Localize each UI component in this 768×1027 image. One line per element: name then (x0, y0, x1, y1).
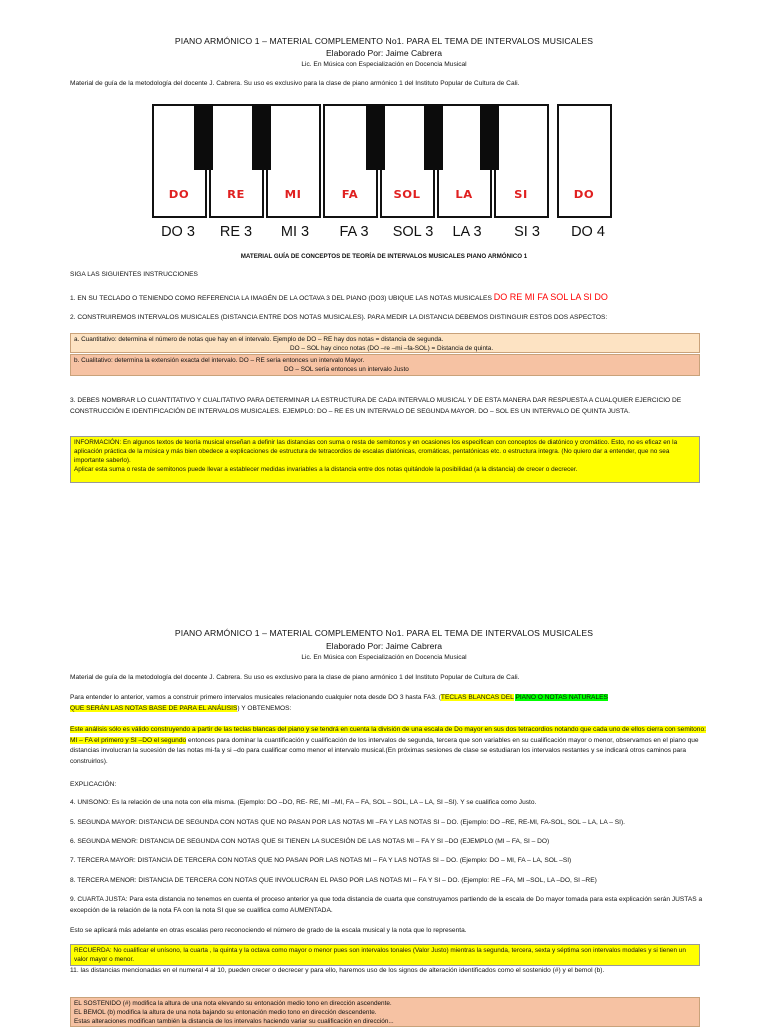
box-quantitative (70, 333, 700, 353)
paragraph-construct-a: Para entender lo anterior, vamos a construir primero intervalos musicales relacionando cualquier nota desde DO 3 hasta FA3. ( (70, 694, 441, 701)
key-label: DO (573, 188, 595, 201)
key-label: DO (168, 188, 190, 201)
degree-line: Lic. En Música con Especialización en Docencia Musical (301, 61, 467, 68)
note-name: FA 3 (339, 224, 369, 240)
note-name: MI 3 (280, 224, 310, 240)
page-title: PIANO ARMÓNICO 1 – MATERIAL COMPLEMENTO No1. PARA EL TEMA DE INTERVALOS MUSICALES (174, 628, 594, 638)
item-4: 4. UNISONO: Es la relación de una nota con ella misma. (Ejemplo: DO –DO, RE- RE, MI –MI, FA – FA, SOL – SOL, LA – LA, SI –SI). Y se cualifica como Justo. (70, 799, 537, 806)
recuerda-box: RECUERDA: No cualificar el unísono, la cuarta , la quinta y la octava como mayor o menor pues son intervalos tonales (Valor Justo) mientras la segunda, tercera, sexta y séptima son intervalos modales y si tienen un valor mayor o menor. (70, 944, 700, 966)
document-page-1 (0, 0, 768, 500)
highlight-base-notes: QUE SERÁN LAS NOTAS BASE DE PARA EL ANÁLISIS (70, 704, 238, 712)
page-title: PIANO ARMÓNICO 1 – MATERIAL COMPLEMENTO No1. PARA EL TEMA DE INTERVALOS MUSICALES (174, 36, 594, 46)
explanation-heading: EXPLICACIÓN: (70, 781, 117, 788)
item-8: 8. TERCERA MENOR: DISTANCIA DE TERCERA CON NOTAS QUE INVOLUCRAN EL PASO POR LAS NOTAS MI – FA Y SI – DO. (Ejemplo: RE –FA, MI –SOL, LA –DO, SI –RE) (70, 877, 597, 884)
box-quantitative-line2: DO – SOL hay cinco notas (DO –re –mi –fa-SOL) = Distancia de quinta. (290, 345, 494, 352)
author-line: Elaborado Por: Jaime Cabrera (325, 641, 443, 651)
black-key (366, 104, 385, 170)
key-label: SI (514, 188, 528, 201)
degree-line: Lic. En Música con Especialización en Docencia Musical (301, 654, 467, 661)
box-quantitative-line1: a. Cuantitativo: determina el número de notas que hay en el intervalo. Ejemplo de DO – RE hay dos notas = distancia de segunda. (74, 336, 444, 343)
analysis-highlight: Este análisis sólo es válido construyendo a partir de las teclas blancas del piano y se tendrá en cuenta la división de una escala de Do mayor en sus dos tetracordios notando que cada uno de ellos cierra con semitono: MI – FA el primero y SI –DO el segundo (70, 726, 706, 744)
key-label: RE (227, 188, 245, 201)
highlight-white-keys: TECLAS BLANCAS DEL (440, 694, 514, 701)
key-label: LA (455, 188, 473, 201)
instructions-heading: SIGA LAS SIGUIENTES INSTRUCCIONES (70, 271, 198, 278)
box-qualitative-line1: b. Cualitativo: determina la extensión exacta del intervalo. DO – RE sería entonces un intervalo Mayor. (74, 357, 365, 364)
piano-keyboard-image (152, 104, 612, 218)
box-qualitative-line2: DO – SOL sería entonces un intervalo Justo (284, 366, 409, 373)
item-9-note: Esto se aplicará más adelante en otras escalas pero reconociendo el número de grado de la escala musical y la nota que lo representa. (70, 927, 467, 934)
analysis-paragraph (70, 725, 710, 767)
document-page-2 (0, 620, 768, 1024)
paragraph-construct-b: ) Y OBTENEMOS: (237, 704, 292, 712)
note-name: DO 3 (161, 224, 195, 240)
instruction-3: 3. DEBES NOMBRAR LO CUANTITATIVO Y CUALITATIVO PARA DETERMINAR LA ESTRUCTURA DE CADA INTERVALO MUSICAL Y DE ESTA MANERA DAR RESPUESTA A CUALQUIER EJERCICIO DE CONSTRUCCIÓN E IDENTIFICACIÓN DE INTERVALOS MUSICALES. EJEMPLO: DO – RE ES UN INTERVALO DE SEGUNDA MAYOR. DO – SOL ES UN INTERVALO DE QUINTA JUSTA. (70, 397, 682, 415)
section-heading: MATERIAL GUÍA DE CONCEPTOS DE TEORÍA DE INTERVALOS MUSICALES PIANO ARMÓNICO 1 (240, 253, 528, 260)
alterations-cut-text: Estas alteraciones modifican también la distancia de los intervalos haciendo variar su cualificación en dirección... (74, 1018, 394, 1025)
black-key (252, 104, 271, 170)
alterations-box (70, 997, 700, 1027)
black-key (480, 104, 499, 170)
item-5: 5. SEGUNDA MAYOR: DISTANCIA DE SEGUNDA CON NOTAS QUE NO PASAN POR LAS NOTAS MI –FA Y LAS NOTAS SI – DO. (Ejemplo: DO –RE, RE-MI, FA-SOL, SOL – LA, LA – SI). (70, 819, 625, 826)
key-label: FA (341, 188, 359, 201)
item-9: 9. CUARTA JUSTA: Para esta distancia no tenemos en cuenta el proceso anterior ya que toda distancia de cuarta que construyamos partiendo de la escala de Do mayor tomada para esta explicación serán JUSTAS a excepción de la relación de la nota FA con la nota SI que se cualifica como AUMENTADA. (70, 896, 703, 914)
instruction-1-notes: DO RE MI FA SOL LA SI DO (493, 292, 608, 302)
item-7: 7. TERCERA MAYOR: DISTANCIA DE TERCERA CON NOTAS QUE NO PASAN POR LAS NOTAS MI – FA Y LAS NOTAS SI – DO. (Ejemplo: DO – MI, FA – LA, SOL –SI) (70, 857, 572, 864)
bemol-text: EL BEMOL (b) modifica la altura de una nota bajando su entonación medio tono en dirección descendente. (74, 1009, 377, 1016)
key-label: MI (284, 188, 302, 201)
item-11: 11. las distancias mencionadas en el numeral 4 al 10, pueden crecer o decrecer y para ello, haremos uso de los signos de alteración identificados como el sostenido (#) y el bemol (b). (70, 967, 605, 974)
note-name: DO 4 (571, 224, 605, 240)
analysis-rest: entonces para dominar la cuantificación y cualificación de los intervalos de segunda, tercera que son variables en su cualificación mayor o menor, observamos en el piano que distancias involucran la sucesión de las notas mi-fa y si –do para cualificar como menor el intervalo musical.(En próximas sesiones de clase se estudiaran los intervalos restantes y se indicará otros caminos para construirlos). (70, 736, 699, 765)
paragraph-construct (70, 693, 710, 714)
note-name: LA 3 (452, 224, 482, 240)
info-text: INFORMACIÓN: En algunos textos de teoría musical enseñan a definir las distancias con suma o resta de semitonos y en ocasiones los especifican con conceptos de diatónico y cromático. Esto, no es eficaz en la aplicación práctica de la música y más bien obedece a explicaciones de estructura de tetracordios de escalas diatónicas, cromáticas, pentatónicas etc. o estructura integra. (No quiero dar a entender, que no sea importante saberlo). (74, 439, 678, 464)
intro-text: Material de guía de la metodología del docente J. Cabrera. Su uso es exclusivo para la clase de piano armónico 1 del Instituto Popular de Cultura de Cali. (70, 674, 520, 681)
author-line: Elaborado Por: Jaime Cabrera (325, 48, 443, 58)
sostenido-text: EL SOSTENIDO (#) modifica la altura de una nota elevando su entonación medio tono en dirección ascendente. (74, 1000, 392, 1007)
item-6: 6. SEGUNDA MENOR: DISTANCIA DE SEGUNDA CON NOTAS QUE SI TIENEN LA SUCESIÓN DE LAS NOTAS MI – FA Y SI –DO (EJEMPLO (MI – FA, SI – DO) (70, 838, 550, 845)
note-name: SI 3 (514, 224, 540, 240)
note-name: RE 3 (219, 224, 253, 240)
highlight-natural-notes: PIANO O NOTAS NATURALES (515, 694, 608, 701)
intro-text: Material de guía de la metodología del docente J. Cabrera. Su uso es exclusivo para la clase de piano armónico 1 del Instituto Popular de Cultura de Cali. (70, 80, 520, 87)
box-qualitative (70, 354, 700, 376)
key-label: SOL (393, 188, 421, 201)
info-box (70, 436, 700, 483)
note-name: SOL 3 (392, 224, 434, 240)
black-key (424, 104, 443, 170)
black-key (194, 104, 213, 170)
instruction-1 (70, 292, 730, 305)
instruction-1-text: 1. EN SU TECLADO O TENIENDO COMO REFERENCIA LA IMAGÉN DE LA OCTAVA 3 DEL PIANO (DO3) UBIQUE LAS NOTAS MUSICALES (70, 295, 492, 302)
instruction-2: 2. CONSTRUIREMOS INTERVALOS MUSICALES (DISTANCIA ENTRE DOS NOTAS MUSICALES). PARA MEDIR LA DISTANCIA DEBEMOS DISTINGUIR ESTOS DOS ASPECTOS: (70, 314, 608, 321)
info-text-2: Aplicar esta suma o resta de semitonos puede llevar a establecer medidas invariables a la distancia entre dos notas quitándole la posibilidad (a la distancia) de crecer o decrecer. (74, 466, 578, 473)
